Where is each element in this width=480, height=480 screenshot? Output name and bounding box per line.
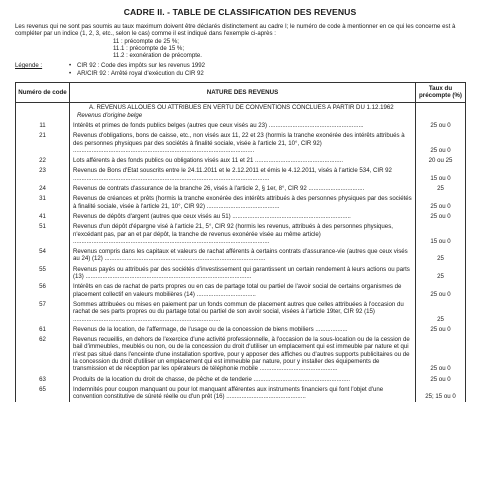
row-nature: Produits de la location du droit de chasse, de pêche et de tenderie .........................................................: [70, 374, 416, 384]
row-nature: Revenus de dépôts d'argent (autres que ceux visés au 51) ......................................................................: [70, 211, 416, 221]
row-rate: 25 ou 0: [416, 324, 466, 334]
row-code: 56: [16, 282, 70, 300]
header-rate: Taux du précompte (%): [416, 83, 466, 103]
header-code: Numéro de code: [16, 83, 70, 103]
row-rate: 25 ou 0: [416, 194, 466, 212]
row-rate: 25; 15 ou 0: [416, 384, 466, 402]
index-example-3: 11.2 : exonération de précompte.: [113, 52, 202, 60]
row-code: 41: [16, 211, 70, 221]
row-nature: Revenus compris dans les capitaux et valeurs de rachat afférents à certains contrats d'assurance-vie (autres que ceux visés au 24) (12) ...............................................................................................: [70, 247, 416, 265]
origin-heading: Revenus d'origine belge: [77, 111, 143, 119]
table-row: [16, 335, 466, 374]
row-nature: Sommes attribuées ou mises en paiement par un fonds commun de placement autres que celles attribuées à l'occasion du rachat de ses parts propres ou du partage total ou partiel de son avoir social, visées à l'article 19ter, CIR 92 (15) .......................................................................................: [70, 299, 416, 324]
row-code: 23: [16, 166, 70, 184]
table-row: [16, 384, 466, 402]
row-code: 31: [16, 194, 70, 212]
table-row: [16, 374, 466, 384]
intro-paragraph: Les revenus qui ne sont pas soumis au taux maximum doivent être déclarés distinctement au cadre I; le numéro de code à mentionner en ce qui les concerne est à compléter par un indice (1, 2, 3, etc., selon le cas) comme il est indiqué dans l'exemple ci-après :: [15, 23, 456, 38]
legend: [15, 62, 465, 77]
table-row: [16, 264, 466, 282]
table-row: [16, 194, 466, 212]
table-row: [16, 211, 466, 221]
row-nature: Indemnités pour coupon manquant ou pour lot manquant afférentes aux instruments financiers qui font l'objet d'une convention constitutive de sûreté réelle ou d'un prêt (16) ...............................................: [70, 384, 416, 402]
row-code: 62: [16, 335, 70, 374]
row-code: 24: [16, 184, 70, 194]
row-nature: Revenus d'obligations, bons de caisse, etc., non visés aux 11, 22 et 23 (hormis la tranche exonérée des intérêts attribués à des personnes physiques par des sociétés à finalité sociale, visée à l'article 21, 10°, CIR 92) ...........................................................................................................: [70, 131, 416, 156]
table-row: [16, 120, 466, 130]
classification-table: [15, 82, 466, 402]
table-row: [16, 222, 466, 247]
row-code: 54: [16, 247, 70, 265]
row-nature: Revenus de créances et prêts (hormis la tranche exonérée des intérêts attribués à des personnes physiques par des sociétés à finalité sociale, visée à l'article 21, 10°, CIR 92) ...........................................: [70, 194, 416, 212]
row-nature: Revenus de la location, de l'affermage, de l'usage ou de la concession de biens mobiliers ...................: [70, 324, 416, 334]
row-code: 22: [16, 156, 70, 166]
row-code: 21: [16, 131, 70, 156]
table-row: [16, 324, 466, 334]
table-row: [16, 131, 466, 156]
table-row: [16, 166, 466, 184]
row-code: 65: [16, 384, 70, 402]
table-body: [16, 102, 466, 402]
row-rate: 15 ou 0: [416, 222, 466, 247]
table-header-row: [16, 83, 466, 103]
row-rate: 25: [416, 299, 466, 324]
row-rate: 25: [416, 264, 466, 282]
row-code: 11: [16, 120, 70, 130]
row-code: 57: [16, 299, 70, 324]
row-rate: 25 ou 0: [416, 211, 466, 221]
table-row: [16, 282, 466, 300]
row-nature: Lots afférents à des fonds publics ou obligations visés aux 11 et 21 ....................................................: [70, 156, 416, 166]
legend-item-cir: • CIR 92 : Code des impôts sur les revenus 1992: [77, 62, 205, 69]
row-code: 55: [16, 264, 70, 282]
section-row: [16, 102, 466, 120]
row-rate: 25: [416, 184, 466, 194]
table-row: [16, 299, 466, 324]
row-nature: Revenus de contrats d'assurance de la branche 26, visés à l'article 2, § 1er, 8°, CIR 92 .................................: [70, 184, 416, 194]
row-rate: 15 ou 0: [416, 166, 466, 184]
row-rate: 25 ou 0: [416, 335, 466, 374]
row-code: 63: [16, 374, 70, 384]
section-a-heading: A. REVENUS ALLOUES OU ATTRIBUES EN VERTU DE CONVENTIONS CONCLUES A PARTIR DU 1.12.1962: [89, 104, 394, 112]
header-nature: NATURE DES REVENUS: [70, 83, 416, 103]
row-nature: Revenus d'un dépôt d'épargne visé à l'article 21, 5°, CIR 92 (hormis les revenus, attribués à des personnes physiques, n'excédant pas, par an et par dépôt, la tranche de revenus exonérée visée au même article) ....................................................................................................................: [70, 222, 416, 247]
row-nature: Revenus payés ou attribués par des sociétés d'investissement qui garantissent un certain rendement à leurs actions ou parts (13) ..................................................................................................: [70, 264, 416, 282]
table-row: [16, 156, 466, 166]
row-rate: 25 ou 0: [416, 120, 466, 130]
row-rate: 25: [416, 247, 466, 265]
row-nature: Intérêts en cas de rachat de parts propres ou en cas de partage total ou partiel de l'avoir social de certains organismes de placement collectif en valeurs mobilières (14) ...................................: [70, 282, 416, 300]
row-rate: 20 ou 25: [416, 156, 466, 166]
legend-list: [65, 62, 205, 77]
index-examples: [113, 38, 465, 60]
row-nature: Revenus de Bons d'Etat souscrits entre le 24.11.2011 et le 2.12.2011 et émis le 4.12.2011, visés à l'article 534, CIR 92 ....................................................................................................................: [70, 166, 416, 184]
legend-label: Légende :: [15, 62, 43, 70]
table-row: [16, 247, 466, 265]
legend-item-arcir: • AR/CIR 92 : Arrêté royal d'exécution du CIR 92: [77, 70, 205, 77]
row-rate: 25 ou 0: [416, 131, 466, 156]
index-example-2: 11.1 : précompte de 15 %;: [113, 44, 185, 52]
index-example-1: 11 : précompte de 25 %;: [113, 37, 179, 45]
row-rate: 25 ou 0: [416, 374, 466, 384]
row-code: 61: [16, 324, 70, 334]
row-code: 51: [16, 222, 70, 247]
table-row: [16, 184, 466, 194]
row-nature: Intérêts et primes de fonds publics belges (autres que ceux visés au 23) ........................................................: [70, 120, 416, 130]
row-rate: 25 ou 0: [416, 282, 466, 300]
row-nature: Revenus recueillis, en dehors de l'exercice d'une activité professionnelle, à l'occasion de la sous-location ou de la cession de bail d'immeubles, meublés ou non, ou de la concession du droit d'utiliser un emplacement qui est immeuble par nature et qui n'est pas situé dans l'enceinte d'une installation sportive, pour y apposer des affiches ou d'autres supports publicitaires ou de la concession du droit d'utiliser un emplacement qui est immeuble par nature, pour y installer des équipements de transmission et de réception par les opérateurs de téléphonie mobile ..............................................: [70, 335, 416, 374]
page-title: CADRE II. - TABLE DE CLASSIFICATION DES REVENUS: [123, 7, 357, 17]
